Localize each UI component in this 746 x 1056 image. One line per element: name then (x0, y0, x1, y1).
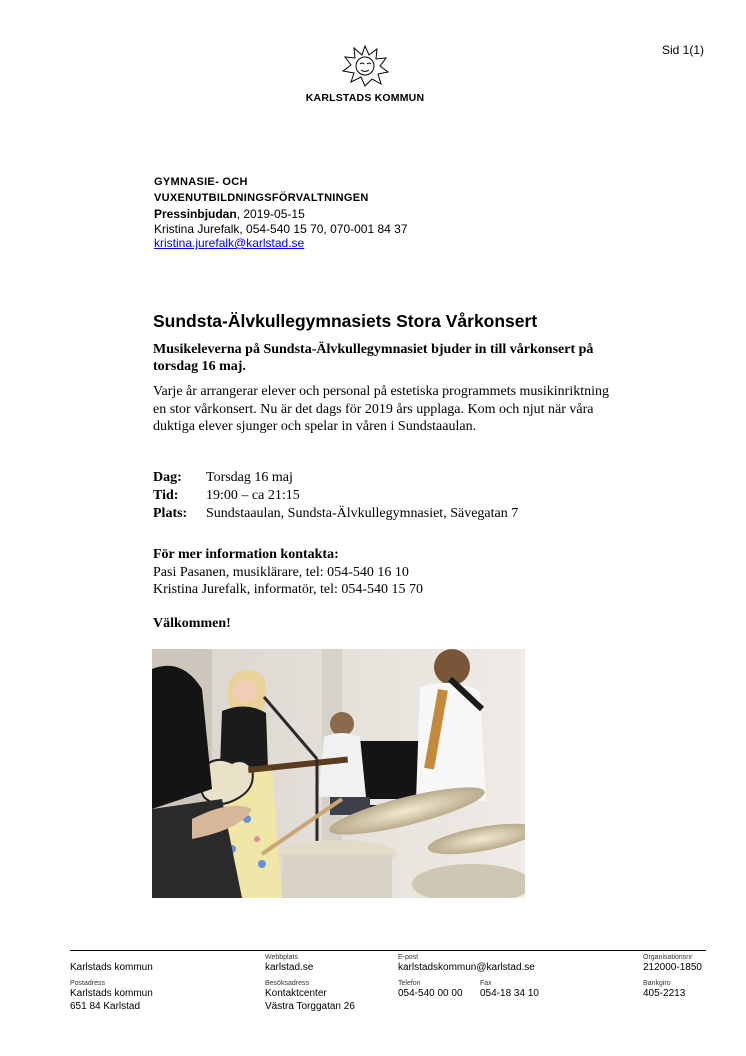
more-info-contact: Pasi Pasanen, musiklärare, tel: 054-540 16 10 (153, 564, 409, 580)
detail-value: Sundstaaulan, Sundsta-Älvkullegymnasiet, Sävegatan 7 (206, 506, 519, 521)
footer-post-line: Karlstads kommun (70, 988, 153, 999)
more-info-contact: Kristina Jurefalk, informatör, tel: 054-540 15 70 (153, 582, 424, 597)
event-details (153, 469, 518, 523)
footer-fax-value: 054-18 34 10 (480, 988, 539, 999)
article-body: Varje år arrangerar elever och personal på estetiska programmets musikinriktning en stor vårkonsert. Nu är det dags för 2019 års upplaga. Kom och njut när våra duktiga elever sjunger och spelar in våren i Sundstaaulan. (153, 384, 609, 434)
detail-label: Dag: (153, 470, 182, 485)
detail-row-day (153, 469, 518, 487)
footer-phone-label: Telefon (398, 980, 421, 987)
logo-text: KARLSTADS KOMMUN (305, 92, 425, 104)
concert-photo (152, 649, 525, 898)
footer-visit-line: Kontaktcenter (265, 988, 327, 999)
footer-bank-value: 405-2213 (643, 988, 686, 999)
footer-post-line: 651 84 Karlstad (70, 1001, 141, 1012)
detail-row-time (153, 487, 518, 505)
article-title: Sundsta-Älvkullegymnasiets Stora Vårkonsert (153, 311, 538, 331)
footer-web-label: Webbplats (265, 954, 298, 961)
detail-row-place (153, 505, 518, 523)
document-type: Pressinbjudan (154, 207, 237, 221)
sender-email-link[interactable]: kristina.jurefalk@karlstad.se (154, 236, 305, 250)
more-info-heading: För mer information kontakta: (153, 547, 339, 562)
department-line: GYMNASIE- OCH (154, 176, 248, 188)
footer-phone-value: 054-540 00 00 (398, 988, 463, 999)
footer-post-label: Postadress (70, 980, 106, 987)
welcome-text: Välkommen! (153, 616, 231, 631)
footer-name: Karlstads kommun (70, 962, 153, 973)
footer-email-value[interactable]: karlstadskommun@karlstad.se (398, 962, 535, 973)
footer-org-label: Organisationsnr (643, 954, 693, 961)
footer-org-value: 212000-1850 (643, 962, 702, 973)
page-number: Sid 1(1) (661, 43, 704, 57)
footer-fax-label: Fax (480, 980, 492, 987)
footer-web-value[interactable]: karlstad.se (265, 962, 314, 973)
more-info (153, 546, 423, 599)
footer-visit-label: Besöksadress (265, 980, 309, 987)
footer-bank-label: Bankgiro (643, 980, 671, 987)
footer-email-label: E-post (398, 954, 419, 961)
sun-logo-icon (340, 44, 390, 88)
department-line: VUXENUTBILDNINGSFÖRVALTNINGEN (154, 192, 369, 204)
document-date: , 2019-05-15 (236, 207, 305, 221)
footer-divider (70, 950, 706, 951)
detail-value: 19:00 – ca 21:15 (206, 488, 300, 503)
department-name (154, 174, 369, 206)
sender-contact: Kristina Jurefalk, 054-540 15 70, 070-001 84 37 (154, 222, 408, 236)
article-lead: Musikeleverna på Sundsta-Älvkullegymnasiet bjuder in till vårkonsert på torsdag 16 maj. (153, 342, 594, 374)
footer-visit-line: Västra Torggatan 26 (265, 1001, 355, 1012)
press-type-date (154, 207, 305, 222)
detail-label: Tid: (153, 488, 179, 503)
detail-value: Torsdag 16 maj (206, 470, 293, 485)
detail-label: Plats: (153, 506, 188, 521)
